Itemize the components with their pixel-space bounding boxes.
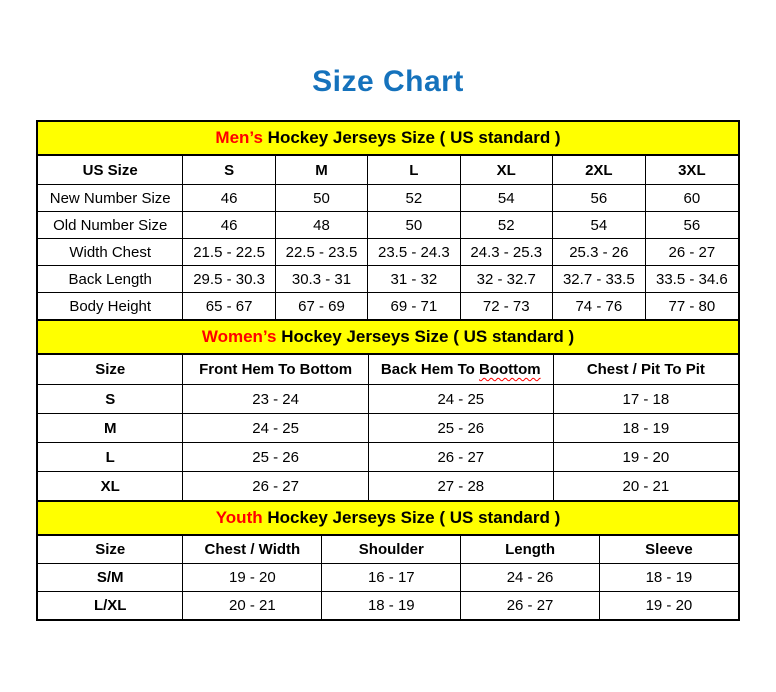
size-value: 56 (552, 185, 645, 212)
youth-col-chest-width: Chest / Width (183, 536, 322, 564)
youth-col-shoulder: Shoulder (322, 536, 461, 564)
men-col-3xl: 3XL (645, 156, 738, 185)
size-value: 25 - 26 (183, 443, 369, 472)
row-label: New Number Size (38, 185, 183, 212)
youth-size-table (38, 536, 738, 619)
size-value: 27 - 28 (368, 472, 553, 501)
size-value: 19 - 20 (599, 592, 738, 620)
women-col-chest: Chest / Pit To Pit (553, 355, 738, 385)
size-value: 26 - 27 (368, 443, 553, 472)
size-value: 18 - 19 (553, 414, 738, 443)
men-col-us-size: US Size (38, 156, 183, 185)
row-label: S/M (38, 564, 183, 592)
size-value: 48 (275, 212, 367, 239)
size-value: 54 (552, 212, 645, 239)
size-value: 50 (275, 185, 367, 212)
size-value: 54 (460, 185, 552, 212)
size-chart-tables (36, 120, 740, 621)
size-value: 24.3 - 25.3 (460, 239, 552, 266)
table-row (38, 472, 738, 501)
size-value: 32.7 - 33.5 (552, 266, 645, 293)
table-row (38, 239, 738, 266)
size-value: 21.5 - 22.5 (183, 239, 275, 266)
table-row (38, 592, 738, 620)
youth-col-size: Size (38, 536, 183, 564)
table-row (38, 385, 738, 414)
women-col-back-hem (368, 355, 553, 385)
size-value: 24 - 25 (183, 414, 369, 443)
size-value: 67 - 69 (275, 293, 367, 320)
row-label: S (38, 385, 183, 414)
back-hem-label-misspelled: Boottom (479, 361, 541, 378)
youth-band-accent: Youth (215, 508, 263, 527)
size-value: 26 - 27 (183, 472, 369, 501)
page-title: Size Chart (312, 65, 464, 98)
size-value: 72 - 73 (460, 293, 552, 320)
row-label: Body Height (38, 293, 183, 320)
size-value: 23 - 24 (183, 385, 369, 414)
size-value: 30.3 - 31 (275, 266, 367, 293)
women-col-front-hem: Front Hem To Bottom (183, 355, 369, 385)
mens-size-table (38, 156, 738, 319)
men-col-m: M (275, 156, 367, 185)
size-value: 20 - 21 (183, 592, 322, 620)
size-value: 46 (183, 185, 275, 212)
size-value: 19 - 20 (183, 564, 322, 592)
table-header-row (38, 355, 738, 385)
men-col-xl: XL (460, 156, 552, 185)
size-value: 18 - 19 (599, 564, 738, 592)
womens-size-table (38, 355, 738, 500)
size-value: 25.3 - 26 (552, 239, 645, 266)
men-col-s: S (183, 156, 275, 185)
youth-col-length: Length (461, 536, 600, 564)
mens-band-accent: Men’s (215, 128, 263, 147)
size-value: 16 - 17 (322, 564, 461, 592)
table-row (38, 212, 738, 239)
women-col-size: Size (38, 355, 183, 385)
size-value: 20 - 21 (553, 472, 738, 501)
size-value: 52 (368, 185, 460, 212)
size-value: 26 - 27 (645, 239, 738, 266)
size-value: 22.5 - 23.5 (275, 239, 367, 266)
mens-band-text: Hockey Jerseys Size ( US standard ) (262, 128, 561, 147)
size-value: 50 (368, 212, 460, 239)
size-value: 60 (645, 185, 738, 212)
row-label: Old Number Size (38, 212, 183, 239)
size-value: 32 - 32.7 (460, 266, 552, 293)
size-value: 26 - 27 (461, 592, 600, 620)
mens-section-band (38, 122, 738, 156)
size-value: 65 - 67 (183, 293, 275, 320)
size-value: 23.5 - 24.3 (368, 239, 460, 266)
men-col-l: L (368, 156, 460, 185)
youth-band-text: Hockey Jerseys Size ( US standard ) (262, 508, 561, 527)
row-label: L (38, 443, 183, 472)
size-value: 29.5 - 30.3 (183, 266, 275, 293)
back-hem-label-prefix: Back Hem To (380, 361, 479, 378)
youth-section-band (38, 500, 738, 536)
table-header-row (38, 536, 738, 564)
size-value: 18 - 19 (322, 592, 461, 620)
womens-band-accent: Women’s (201, 327, 277, 346)
row-label: Back Length (38, 266, 183, 293)
table-row (38, 293, 738, 320)
men-col-2xl: 2XL (552, 156, 645, 185)
size-value: 31 - 32 (368, 266, 460, 293)
size-value: 17 - 18 (553, 385, 738, 414)
row-label: XL (38, 472, 183, 501)
size-value: 52 (460, 212, 552, 239)
size-value: 69 - 71 (368, 293, 460, 320)
size-value: 56 (645, 212, 738, 239)
table-row (38, 266, 738, 293)
row-label: L/XL (38, 592, 183, 620)
table-row (38, 414, 738, 443)
row-label: M (38, 414, 183, 443)
size-value: 19 - 20 (553, 443, 738, 472)
table-row (38, 443, 738, 472)
size-value: 33.5 - 34.6 (645, 266, 738, 293)
size-value: 24 - 25 (368, 385, 553, 414)
table-header-row (38, 156, 738, 185)
womens-section-band (38, 319, 738, 355)
size-value: 46 (183, 212, 275, 239)
size-value: 77 - 80 (645, 293, 738, 320)
womens-band-text: Hockey Jerseys Size ( US standard ) (276, 327, 575, 346)
size-value: 25 - 26 (368, 414, 553, 443)
size-value: 24 - 26 (461, 564, 600, 592)
size-value: 74 - 76 (552, 293, 645, 320)
youth-col-sleeve: Sleeve (599, 536, 738, 564)
row-label: Width Chest (38, 239, 183, 266)
table-row (38, 185, 738, 212)
table-row (38, 564, 738, 592)
